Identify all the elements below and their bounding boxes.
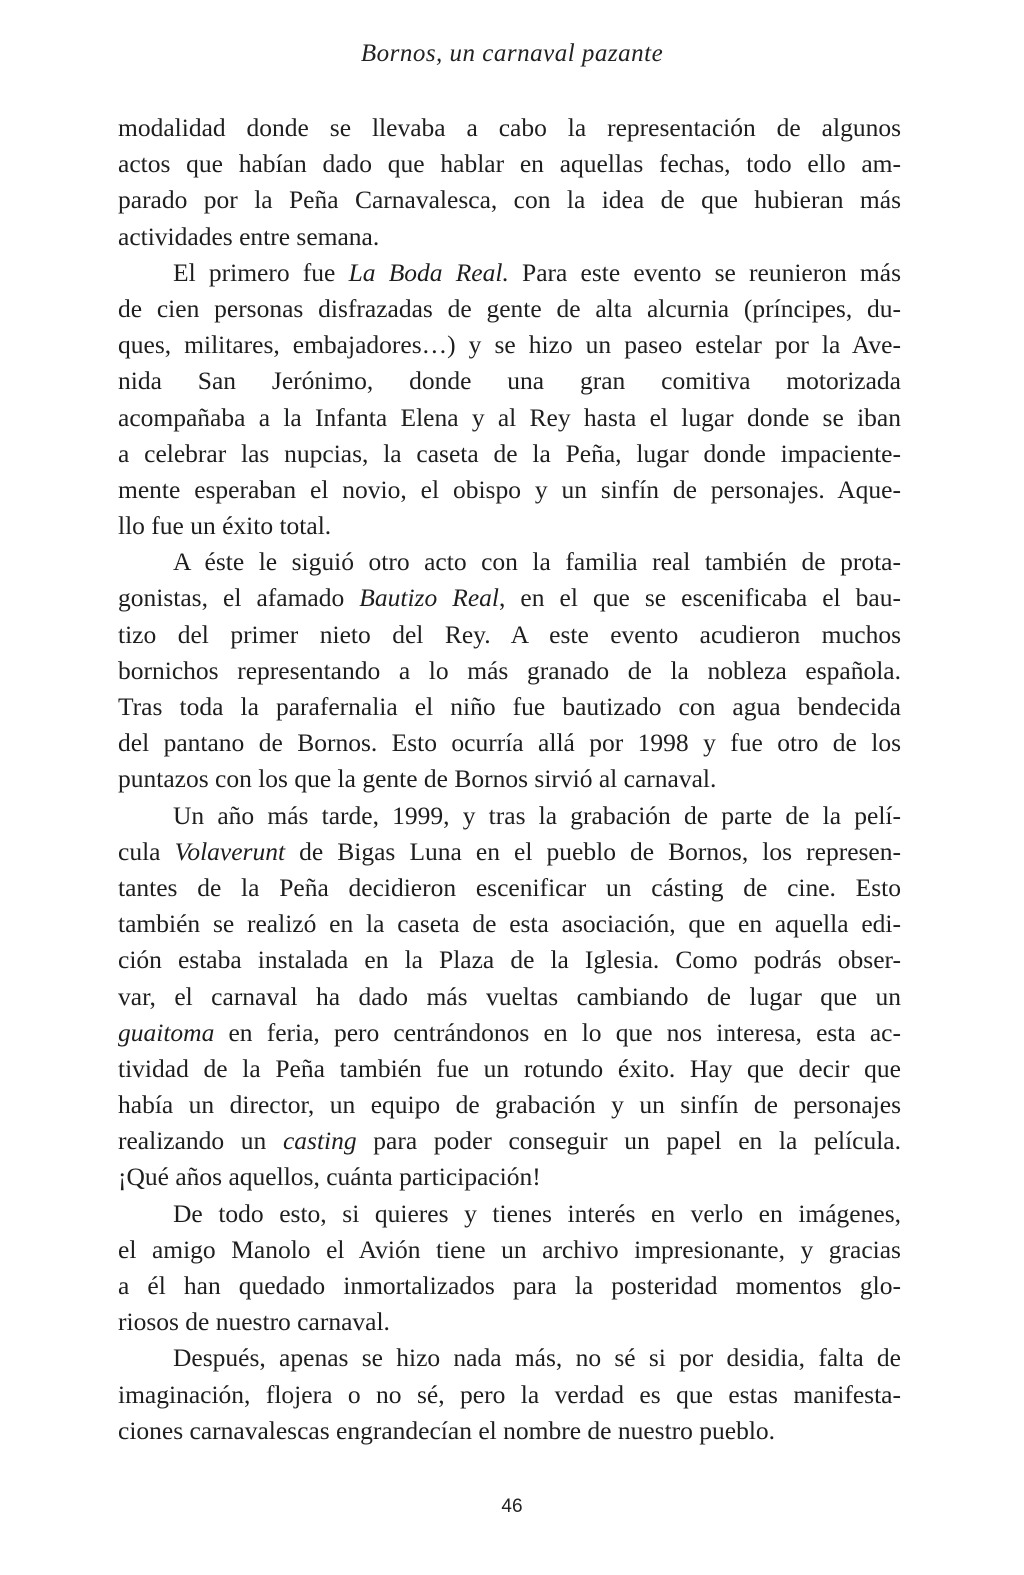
text-line: tividad de la Peña también fue un rotundo éxito. Hay que decir que — [118, 1053, 901, 1083]
italic-title: La Boda Real. — [348, 257, 509, 287]
text-line: De todo esto, si quieres y tienes interés en verlo en imágenes, — [173, 1198, 901, 1228]
italic-title: guaitoma — [118, 1017, 215, 1047]
paragraph — [118, 1196, 901, 1341]
paragraph — [118, 110, 901, 255]
text-line: el amigo Manolo el Avión tiene un archivo impresionante, y gracias — [118, 1234, 901, 1264]
text-line: actividades entre semana. — [118, 221, 380, 251]
text-line: puntazos con los que la gente de Bornos sirvió al carnaval. — [118, 764, 717, 794]
text-line: Un año más tarde, 1999, y tras la grabación de parte de la pelí- — [173, 800, 901, 830]
text-line: tizo del primer nieto del Rey. A este evento acudieron muchos — [118, 619, 901, 649]
text-line: ción estaba instalada en la Plaza de la Iglesia. Como podrás obser- — [118, 945, 901, 975]
italic-title: Volaverunt — [174, 836, 286, 866]
paragraph — [118, 544, 901, 797]
text-line: realizando un casting para poder conseguir un papel en la película. — [118, 1126, 901, 1156]
text-line: llo fue un éxito total. — [118, 511, 332, 541]
text-line: parado por la Peña Carnavalesca, con la idea de que hubieran más — [118, 185, 901, 215]
text-line: ques, militares, embajadores…) y se hizo un paseo estelar por la Ave- — [118, 330, 901, 360]
paragraph — [118, 798, 901, 1196]
body-text — [118, 110, 901, 1449]
running-header: Bornos, un carnaval pazante — [360, 40, 664, 67]
text-line: El primero fue La Boda Real. Para este evento se reunieron más — [173, 257, 902, 287]
text-line: también se realizó en la caseta de esta asociación, que en aquella edi- — [118, 909, 901, 939]
text-line: bornichos representando a lo más granado de la nobleza española. — [118, 655, 901, 685]
text-line: gonistas, el afamado Bautizo Real, en el que se escenificaba el bau- — [118, 583, 901, 613]
text-line: mente esperaban el novio, el obispo y un sinfín de personajes. Aque- — [118, 474, 901, 504]
text-line: guaitoma en feria, pero centrándonos en lo que nos interesa, esta ac- — [118, 1017, 901, 1047]
text-line: Tras toda la parafernalia el niño fue bautizado con agua bendecida — [118, 692, 901, 721]
text-line: var, el carnaval ha dado más vueltas cambiando de lugar que un — [118, 981, 901, 1011]
text-line: acompañaba a la Infanta Elena y al Rey hasta el lugar donde se iban — [118, 402, 901, 432]
text-line: tantes de la Peña decidieron escenificar un cásting de cine. Esto — [118, 872, 901, 902]
text-line: ciones carnavalescas engrandecían el nombre de nuestro pueblo. — [118, 1415, 776, 1445]
text-line: ¡Qué años aquellos, cuánta participación! — [118, 1162, 541, 1192]
page-number: 46 — [501, 1496, 523, 1517]
paragraph — [118, 1340, 901, 1449]
text-line: riosos de nuestro carnaval. — [118, 1307, 390, 1337]
text-line: actos que habían dado que hablar en aquellas fechas, todo ello am- — [118, 149, 901, 179]
italic-title: casting — [282, 1126, 357, 1156]
text-line: imaginación, flojera o no sé, pero la verdad es que estas manifesta- — [118, 1379, 901, 1409]
text-line: de cien personas disfrazadas de gente de alta alcurnia (príncipes, du- — [118, 293, 901, 323]
text-line: nida San Jerónimo, donde una gran comitiva motorizada — [118, 366, 901, 396]
text-line: a celebrar las nupcias, la caseta de la Peña, lugar donde impaciente- — [118, 438, 901, 468]
text-line: cula Volaverunt de Bigas Luna en el pueblo de Bornos, los represen- — [118, 836, 901, 866]
text-line: Después, apenas se hizo nada más, no sé si por desidia, falta de — [173, 1343, 901, 1373]
text-line: modalidad donde se llevaba a cabo la representación de algunos — [118, 113, 901, 142]
italic-title: Bautizo Real — [359, 583, 499, 613]
text-line: del pantano de Bornos. Esto ocurría allá por 1998 y fue otro de los — [118, 728, 901, 758]
paragraph — [118, 255, 901, 545]
text-line: A éste le siguió otro acto con la familia real también de prota- — [173, 547, 901, 577]
text-line: había un director, un equipo de grabación y un sinfín de personajes — [118, 1090, 901, 1120]
text-line: a él han quedado inmortalizados para la posteridad momentos glo- — [118, 1271, 901, 1300]
